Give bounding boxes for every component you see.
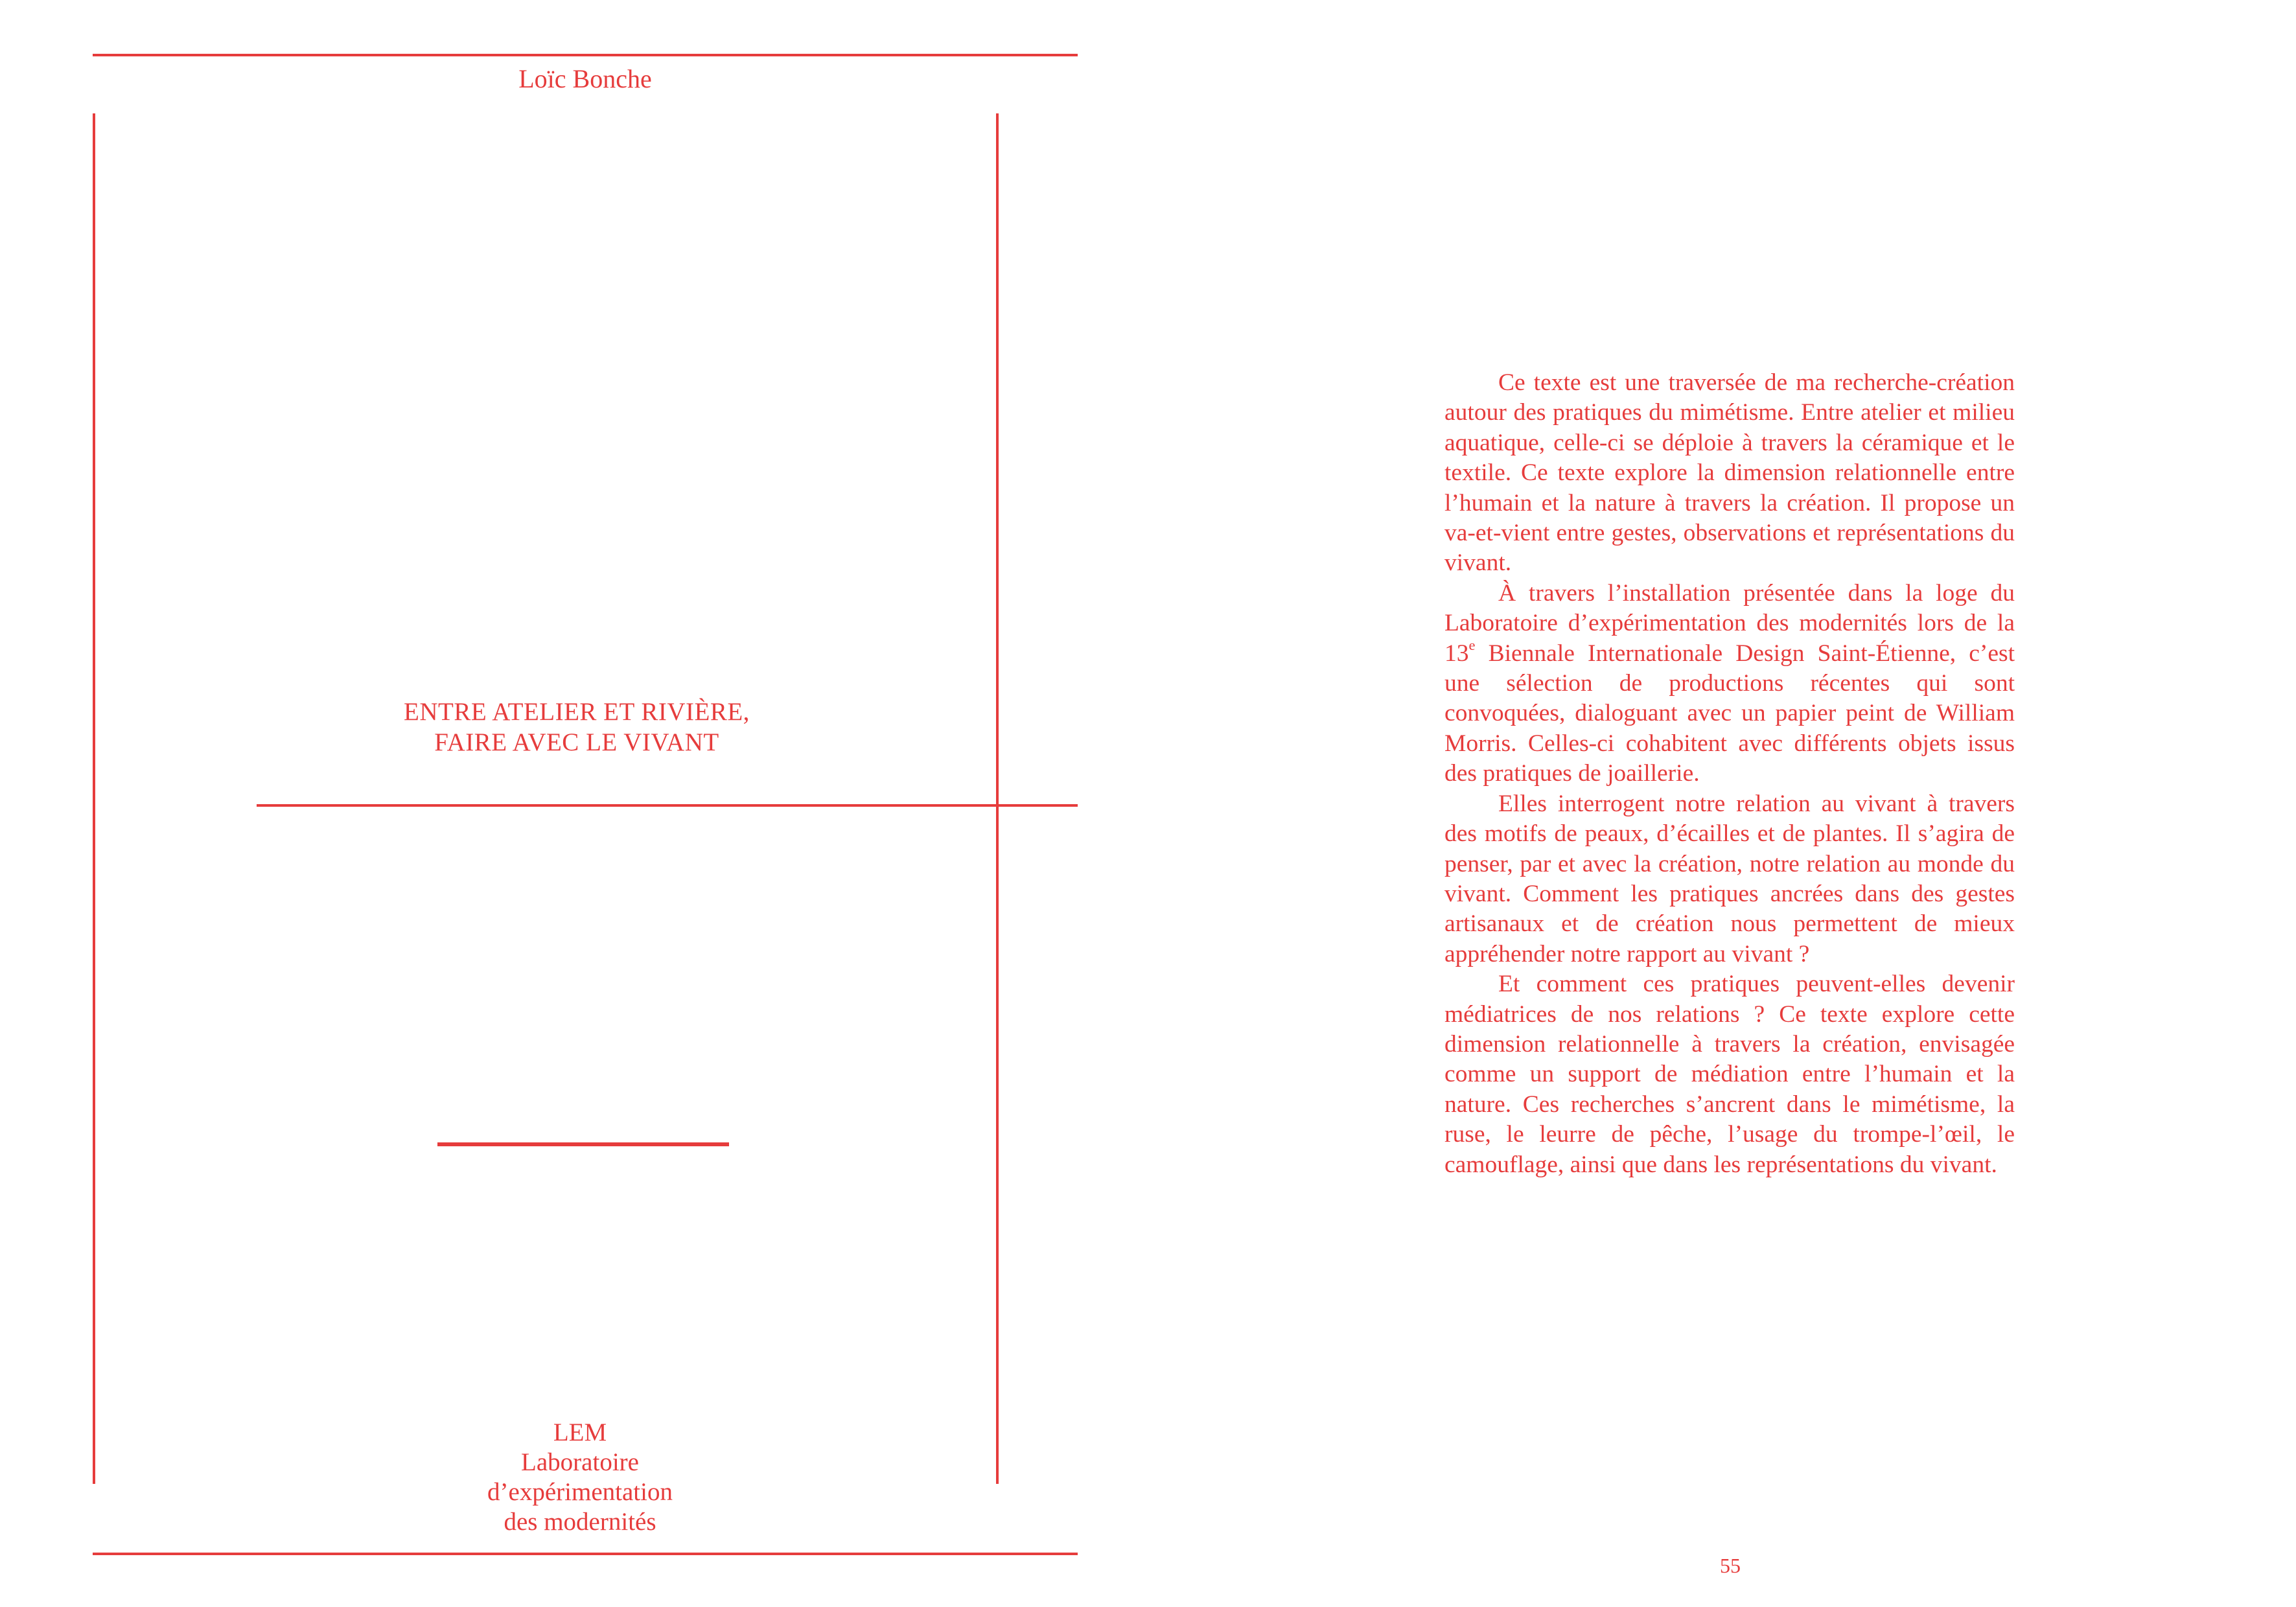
short-center-rule	[437, 1142, 729, 1146]
paragraph-text: Ce texte est une traversée de ma recherche-création autour des pratiques du mimétisme. Entre atelier et milieu aquatique, celle-ci se déploie à travers la céramique et le textile. Ce texte explore la dimension relationnelle entre l’humain et la nature à travers la création. Il propose un va-et-vient entre gestes, observations et représentations du vivant.	[1444, 369, 2015, 577]
right-vertical-rule	[996, 113, 999, 1484]
left-vertical-rule	[93, 113, 95, 1484]
bottom-rule	[93, 1553, 1078, 1555]
paragraph	[1444, 579, 2015, 789]
author-name: Loïc Bonche	[518, 64, 652, 93]
paragraph-text: Biennale Internationale Design Saint-Étienne, c’est une sélection de productions récentes qui sont convoquées, dialoguant avec un papier peint de William Morris. Celles-ci cohabitent avec différents objets issus des pratiques de joaillerie.	[1444, 640, 2015, 787]
publisher-line: Laboratoire	[521, 1448, 639, 1476]
abstract-text	[1444, 368, 2015, 1180]
article-title	[257, 697, 897, 757]
publisher-block	[324, 1418, 836, 1537]
paragraph	[1444, 368, 2015, 579]
paragraph	[1444, 969, 2015, 1180]
ordinal-superscript: e	[1468, 636, 1476, 653]
title-underline-rule	[257, 804, 1078, 807]
publisher-line: d’expérimentation	[487, 1478, 673, 1506]
page-number: 55	[1720, 1554, 1741, 1577]
title-line: ENTRE ATELIER ET RIVIÈRE,	[404, 698, 750, 726]
top-rule	[93, 54, 1078, 56]
title-line: FAIRE AVEC LE VIVANT	[434, 728, 719, 756]
publisher-line: des modernités	[504, 1508, 656, 1536]
paragraph-text: Et comment ces pratiques peuvent-elles devenir médiatrices de nos relations ? Ce texte explore cette dimension relationnelle à travers la création, envisagée comme un support de médiation entre l’humain et la nature. Ces recherches s’ancrent dans le mimétisme, la ruse, le leurre de pêche, l’usage du trompe-l’œil, le camouflage, ainsi que dans les représentations du vivant.	[1444, 971, 2015, 1178]
paragraph	[1444, 789, 2015, 969]
publisher-line: LEM	[553, 1418, 607, 1446]
paragraph-text: Elles interrogent notre relation au vivant à travers des motifs de peaux, d’écailles et de plantes. Il s’agira de penser, par et avec la création, notre relation au monde du vivant. Comment les pratiques ancrées dans des gestes artisanaux et de création nous permettent de mieux appréhender notre rapport au vivant ?	[1444, 790, 2015, 967]
paragraph-text: À travers l’installation présentée dans la loge du Laboratoire d’expérimentation des modernités lors de la 13	[1444, 579, 2015, 667]
